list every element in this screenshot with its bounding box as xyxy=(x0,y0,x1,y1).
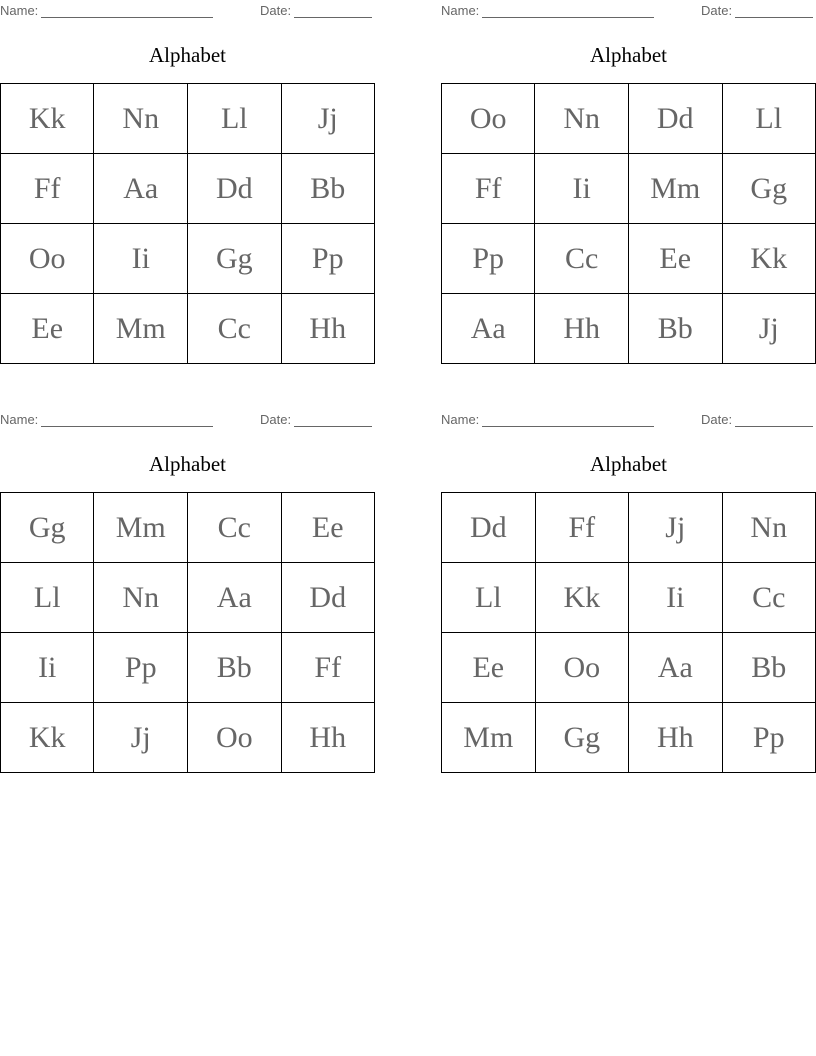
letter-cell: Dd xyxy=(442,493,536,563)
letter-cell: Hh xyxy=(629,703,722,773)
worksheet-title: Alphabet xyxy=(149,43,226,67)
letter-grid xyxy=(0,492,375,773)
letter-cell: Nn xyxy=(535,84,628,154)
letter-cell: Oo xyxy=(442,84,535,154)
letter-cell: Ff xyxy=(535,493,628,563)
name-field xyxy=(0,412,213,427)
letter-cell: Mm xyxy=(442,703,536,773)
letter-cell: Jj xyxy=(629,493,722,563)
worksheet-header xyxy=(441,0,816,22)
name-blank-line xyxy=(41,5,213,18)
letter-cell: Ee xyxy=(281,493,375,563)
name-blank-line xyxy=(482,414,654,427)
worksheet-title: Alphabet xyxy=(149,452,226,476)
grid-row xyxy=(442,703,816,773)
letter-cell: Cc xyxy=(535,224,628,294)
date-blank-line xyxy=(294,414,372,427)
name-label: Name: xyxy=(441,3,480,18)
letter-cell: Pp xyxy=(442,224,535,294)
letter-cell: Ii xyxy=(629,563,722,633)
letter-cell: Jj xyxy=(722,294,816,364)
letter-cell: Gg xyxy=(188,224,281,294)
letter-cell: Aa xyxy=(442,294,535,364)
name-blank-line xyxy=(41,414,213,427)
date-blank-line xyxy=(294,5,372,18)
letter-cell: Gg xyxy=(1,493,94,563)
grid-row xyxy=(1,84,375,154)
grid-row xyxy=(442,294,816,364)
letter-cell: Mm xyxy=(94,493,188,563)
letter-cell: Pp xyxy=(281,224,375,294)
name-label: Name: xyxy=(0,3,39,18)
grid-row xyxy=(1,154,375,224)
letter-cell: Ee xyxy=(1,294,94,364)
letter-cell: Ff xyxy=(442,154,535,224)
letter-cell: Ll xyxy=(442,563,536,633)
letter-cell: Ll xyxy=(722,84,816,154)
date-label: Date: xyxy=(260,3,292,18)
letter-cell: Hh xyxy=(535,294,628,364)
worksheet-header xyxy=(0,0,375,22)
grid-row xyxy=(1,294,375,364)
worksheet-bottom-left xyxy=(0,409,375,754)
letter-cell: Kk xyxy=(535,563,628,633)
date-field xyxy=(701,3,813,18)
date-label: Date: xyxy=(701,3,733,18)
worksheet-header xyxy=(0,409,375,431)
letter-cell: Ll xyxy=(1,563,94,633)
grid-row xyxy=(442,224,816,294)
letter-grid xyxy=(441,83,816,364)
worksheet-top-right xyxy=(441,0,816,345)
grid-row xyxy=(1,224,375,294)
letter-cell: Jj xyxy=(94,703,188,773)
date-label: Date: xyxy=(701,412,733,427)
letter-cell: Kk xyxy=(1,703,94,773)
name-field xyxy=(0,3,213,18)
grid-row xyxy=(442,633,816,703)
grid-row xyxy=(442,84,816,154)
grid-row xyxy=(442,493,816,563)
letter-cell: Ee xyxy=(442,633,536,703)
date-field xyxy=(260,3,372,18)
letter-cell: Ll xyxy=(188,84,281,154)
letter-grid xyxy=(441,492,816,773)
grid-row xyxy=(1,493,375,563)
letter-cell: Hh xyxy=(281,703,375,773)
letter-cell: Ii xyxy=(1,633,94,703)
letter-cell: Ff xyxy=(1,154,94,224)
letter-cell: Mm xyxy=(94,294,188,364)
letter-cell: Gg xyxy=(535,703,628,773)
date-blank-line xyxy=(735,414,813,427)
date-label: Date: xyxy=(260,412,292,427)
worksheet-header xyxy=(441,409,816,431)
date-field xyxy=(701,412,813,427)
letter-cell: Aa xyxy=(629,633,722,703)
grid-row xyxy=(1,563,375,633)
letter-cell: Mm xyxy=(628,154,722,224)
letter-cell: Oo xyxy=(1,224,94,294)
grid-row xyxy=(1,633,375,703)
letter-cell: Oo xyxy=(188,703,281,773)
letter-cell: Nn xyxy=(722,493,816,563)
date-field xyxy=(260,412,372,427)
letter-cell: Dd xyxy=(628,84,722,154)
date-blank-line xyxy=(735,5,813,18)
letter-cell: Aa xyxy=(94,154,188,224)
worksheet-top-left xyxy=(0,0,375,345)
letter-cell: Kk xyxy=(722,224,816,294)
letter-cell: Cc xyxy=(188,294,281,364)
worksheet-title: Alphabet xyxy=(590,452,667,476)
letter-cell: Ii xyxy=(535,154,628,224)
letter-cell: Dd xyxy=(281,563,375,633)
letter-cell: Nn xyxy=(94,84,188,154)
letter-cell: Cc xyxy=(722,563,816,633)
letter-cell: Aa xyxy=(188,563,281,633)
letter-cell: Pp xyxy=(722,703,816,773)
name-field xyxy=(441,3,654,18)
letter-cell: Bb xyxy=(722,633,816,703)
name-label: Name: xyxy=(441,412,480,427)
letter-cell: Ff xyxy=(281,633,375,703)
letter-cell: Kk xyxy=(1,84,94,154)
letter-cell: Nn xyxy=(94,563,188,633)
letter-cell: Pp xyxy=(94,633,188,703)
letter-cell: Bb xyxy=(281,154,375,224)
name-label: Name: xyxy=(0,412,39,427)
worksheet-bottom-right xyxy=(441,409,816,754)
worksheet-title: Alphabet xyxy=(590,43,667,67)
grid-row xyxy=(1,703,375,773)
letter-cell: Bb xyxy=(188,633,281,703)
letter-cell: Ii xyxy=(94,224,188,294)
letter-grid xyxy=(0,83,375,364)
grid-row xyxy=(442,154,816,224)
letter-cell: Jj xyxy=(281,84,375,154)
letter-cell: Dd xyxy=(188,154,281,224)
letter-cell: Ee xyxy=(628,224,722,294)
letter-cell: Bb xyxy=(628,294,722,364)
letter-cell: Cc xyxy=(188,493,281,563)
letter-cell: Gg xyxy=(722,154,816,224)
letter-cell: Oo xyxy=(535,633,628,703)
letter-cell: Hh xyxy=(281,294,375,364)
name-blank-line xyxy=(482,5,654,18)
name-field xyxy=(441,412,654,427)
grid-row xyxy=(442,563,816,633)
